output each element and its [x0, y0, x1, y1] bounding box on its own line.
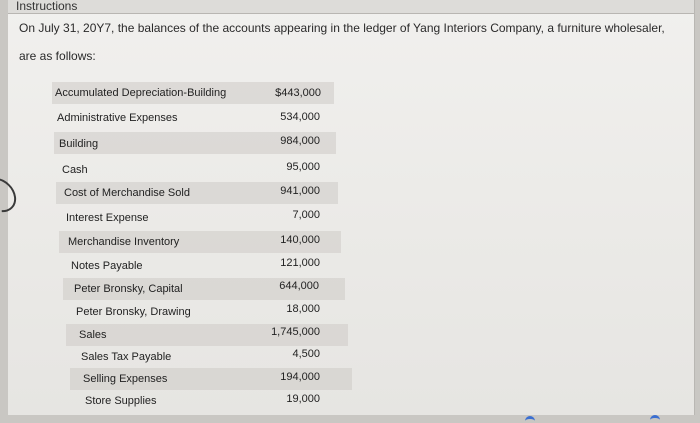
account-amount: 18,000	[286, 303, 320, 315]
account-name: Sales	[79, 329, 107, 341]
account-amount: 4,500	[292, 348, 320, 360]
instructions-title: Instructions	[16, 0, 78, 13]
account-name: Administrative Expenses	[57, 112, 178, 124]
table-row	[53, 107, 335, 129]
account-name: Building	[59, 138, 99, 150]
account-amount: 140,000	[280, 234, 320, 246]
account-amount: 194,000	[280, 371, 320, 383]
account-amount: 7,000	[292, 209, 320, 221]
table-row	[59, 231, 341, 253]
table-row	[54, 132, 336, 154]
table-row	[58, 207, 340, 229]
instructions-header	[8, 0, 694, 14]
account-name: Peter Bronsky, Capital	[74, 283, 183, 295]
table-row	[61, 255, 343, 277]
account-name: Accumulated Depreciation-Building	[55, 87, 227, 99]
account-amount: 984,000	[280, 135, 320, 147]
account-name: Sales Tax Payable	[81, 351, 172, 363]
intro-paragraph: On July 31, 20Y7, the balances of the accounts appearing in the ledger of Yang Interiors Company, a furniture wholesaler, are as follows:	[19, 21, 665, 63]
account-name: Interest Expense	[66, 212, 149, 224]
account-amount: 1,745,000	[271, 326, 320, 338]
account-amount: 941,000	[280, 185, 320, 197]
table-row	[63, 278, 345, 300]
account-amount: 644,000	[279, 280, 319, 292]
account-name: Cash	[62, 164, 88, 176]
account-amount: 95,000	[286, 161, 320, 173]
table-row	[68, 346, 350, 368]
account-name: Store Supplies	[85, 395, 157, 407]
table-row	[70, 368, 352, 390]
blue-accent-mark-icon	[650, 415, 660, 422]
table-row	[52, 82, 334, 104]
account-amount: 19,000	[286, 393, 320, 405]
account-name: Selling Expenses	[83, 373, 168, 385]
table-row	[72, 390, 354, 412]
table-row	[56, 182, 338, 204]
account-amount: 534,000	[280, 111, 320, 123]
account-amount: 121,000	[280, 257, 320, 269]
table-row	[64, 301, 346, 323]
account-name: Peter Bronsky, Drawing	[76, 306, 191, 318]
account-name: Cost of Merchandise Sold	[64, 187, 190, 199]
account-name: Merchandise Inventory	[68, 236, 180, 248]
account-amount: $443,000	[275, 87, 321, 99]
table-row	[55, 157, 337, 179]
account-name: Notes Payable	[71, 260, 143, 272]
instructions-panel	[8, 0, 695, 415]
table-row	[66, 324, 348, 346]
